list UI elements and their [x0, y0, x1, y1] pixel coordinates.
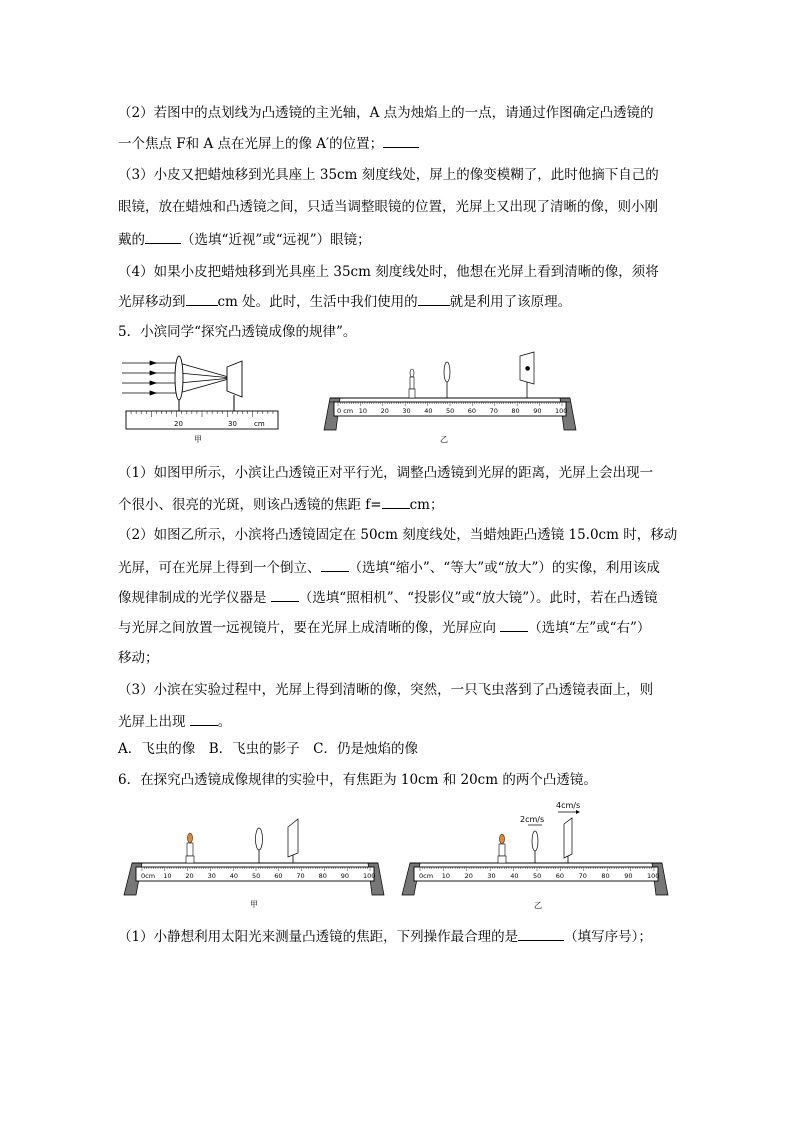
answer-blank-4[interactable] [418, 291, 450, 306]
bench-tick-label: 80 [318, 872, 327, 880]
bench-tick-label: 40 [424, 407, 433, 415]
q5-part1-line2 [118, 494, 443, 515]
bench-tick-label: 70 [578, 872, 587, 880]
bench-tick-label: 10 [163, 872, 172, 880]
q5-part2-line3 [118, 587, 657, 608]
answer-blank-3[interactable] [186, 291, 218, 306]
answer-blank-5[interactable] [382, 494, 410, 509]
bench-tick-label: 30 [207, 872, 216, 880]
bench-tick-label: 100 [647, 872, 660, 880]
fig5-yi [320, 350, 580, 448]
q5-part3-line1: （3）小滨在实验过程中，光屏上得到清晰的像，突然，一只飞虫落到了凸透镜表面上，则 [118, 682, 654, 698]
q4-part4-line2-a: 光屏移动到 [118, 294, 186, 310]
light-screen [520, 352, 534, 398]
bench-tick-label: 50 [533, 872, 542, 880]
fig5-yi-label: 乙 [440, 435, 448, 444]
bench-tick-label: 60 [555, 872, 565, 880]
convex-lens [175, 356, 183, 400]
convex-lens [532, 831, 538, 863]
q4-part2-line2-text: 一个焦点 F和 A 点在光屏上的像 A′的位置； [118, 136, 384, 152]
bench-tick-label: 30 [402, 407, 411, 415]
q4-part3-line3 [118, 229, 371, 250]
tick-30: 30 [228, 420, 237, 428]
bench-tick-label: 20 [464, 872, 473, 880]
q5-part2-line2 [118, 557, 660, 578]
bench-tick-label: 30 [487, 872, 496, 880]
q5-part2-line4-b: （选填“左”或“右”） [528, 620, 651, 636]
q5-part2-line4 [118, 617, 650, 638]
q5-part3-line2 [118, 711, 231, 732]
q6-title: 6．在探究凸透镜成像规律的实验中，有焦距为 10cm 和 20cm 的两个凸透镜。 [118, 772, 597, 788]
q5-part2-line3-b: （选填“照相机”、“投影仪”或“放大镜”）。此时，若在凸透镜 [298, 590, 658, 606]
bench-tick-label: 10 [441, 872, 451, 880]
tick-cm: cm [254, 420, 265, 428]
q5-part1-line2-b: cm； [409, 497, 444, 513]
q4-part3-line3-b: （选填“近视”或“远视”）眼镜； [181, 232, 371, 248]
svg-text:●: ● [525, 365, 531, 372]
q4-part4-line2 [118, 291, 571, 312]
candle-flame [498, 834, 506, 863]
convex-lens [444, 362, 450, 398]
q4-part3-line2: 眼镜，放在蜡烛和凸透镜之间，只适当调整眼镜的位置，光屏上又出现了清晰的像，则小刚 [118, 199, 658, 215]
q5-part2-line3-a: 像规律制成的光学仪器是 [118, 590, 271, 606]
q4-part3-line3-a: 戴的 [118, 232, 145, 248]
convex-lens [256, 828, 263, 863]
fig5-jia-label: 甲 [194, 435, 202, 444]
bench-tick-label: 80 [601, 872, 610, 880]
fig6-jia-label: 甲 [250, 900, 258, 909]
q5-part2-line2-b: （选填“缩小”、“等大”或“放大”）的实像，利用该成 [348, 560, 660, 576]
fig6-yi-label: 乙 [534, 901, 542, 910]
answer-blank-8[interactable] [500, 617, 528, 632]
bench-tick-label: 100 [555, 407, 568, 415]
light-screen [564, 818, 572, 863]
q5-part3-line2-b: 。 [217, 714, 232, 730]
bench-tick-label: 50 [446, 407, 455, 415]
q4-part2-line1: （2）若图中的点划线为凸透镜的主光轴，A 点为烛焰上的一点，请通过作图确定凸透镜的 [118, 105, 654, 121]
bench-tick-label: 50 [252, 872, 261, 880]
candle-flame [186, 833, 194, 863]
answer-blank-10[interactable] [518, 926, 564, 941]
bench-tick-label: 90 [340, 872, 350, 880]
q5-part3-line2-a: 光屏上出现 [118, 714, 190, 730]
light-screen [227, 361, 242, 397]
q5-part2-line1: （2）如图乙所示，小滨将凸透镜固定在 50cm 刻度线处，当蜡烛距凸透镜 15.0cm 时，移动 [118, 527, 678, 543]
answer-blank-6[interactable] [321, 557, 349, 572]
q5-part1-line1: （1）如图甲所示，小滨让凸透镜正对平行光，调整凸透镜到光屏的距离，光屏上会出现一 [118, 465, 654, 481]
q5-part2-line2-a: 光屏，可在光屏上得到一个倒立、 [118, 560, 321, 576]
bench-tick-label: 90 [533, 407, 542, 415]
screen-speed-label: 4cm/s [556, 801, 581, 810]
tick-20: 20 [174, 420, 183, 428]
fig5-jia [122, 345, 282, 450]
answer-blank-9[interactable] [190, 711, 218, 726]
lens-speed-label: 2cm/s [520, 815, 545, 824]
bench-tick-label: 0cm [419, 872, 434, 880]
answer-blank-7[interactable] [271, 587, 299, 602]
q4-part3-line1: （3）小皮又把蜡烛移到光具座上 35cm 刻度线处，屏上的像变模糊了，此时他摘下自己的 [118, 167, 659, 183]
q4-part2-line2 [118, 133, 419, 154]
fig6-yi [396, 800, 678, 913]
q5-part2-line5: 移动； [118, 650, 159, 666]
bench-tick-label: 20 [185, 872, 194, 880]
q5-part2-line4-a: 与光屏之间放置一远视镜片，要在光屏上成清晰的像，光屏应向 [118, 620, 501, 636]
q4-part4-line2-b: cm 处。此时，生活中我们使用的 [217, 294, 418, 310]
q5-part1-line2-a: 个很小、很亮的光斑，则该凸透镜的焦距 f= [118, 497, 382, 513]
bench-tick-label: 40 [229, 872, 239, 880]
q6-part1-line1-a: （1）小静想利用太阳光来测量凸透镜的焦距，下列操作最合理的是 [118, 929, 519, 945]
candle [409, 369, 415, 398]
bench-tick-label: 10 [358, 407, 368, 415]
bench-tick-label: 40 [510, 872, 519, 880]
q4-part4-line1: （4）如果小皮把蜡烛移到光具座上 35cm 刻度线处时，他想在光屏上看到清晰的像，须将 [118, 264, 659, 280]
bench-tick-label: 0 cm [337, 407, 354, 415]
bench-tick-label: 70 [296, 872, 305, 880]
bench-tick-label: 20 [380, 407, 389, 415]
q5-options: A．飞虫的像 B．飞虫的影子 C．仍是烛焰的像 [118, 741, 418, 757]
bench-tick-label: 90 [624, 872, 633, 880]
bench-tick-label: 60 [274, 872, 283, 880]
bench-tick-label: 100 [363, 872, 376, 880]
q5-title: 5．小滨同学“探究凸透镜成像的规律”。 [118, 324, 357, 340]
q4-part4-line2-c: 就是利用了该原理。 [449, 294, 572, 310]
q6-part1-line1 [118, 926, 652, 947]
light-screen [288, 819, 298, 863]
bench-tick-label: 0cm [141, 872, 156, 880]
fig6-jia [118, 815, 390, 913]
answer-blank-1[interactable] [383, 133, 419, 148]
bench-tick-label: 70 [489, 407, 498, 415]
bench-tick-label: 80 [511, 407, 520, 415]
answer-blank-2[interactable] [145, 229, 181, 244]
q6-part1-line1-b: （填写序号）； [564, 929, 652, 945]
bench-tick-label: 60 [467, 407, 477, 415]
